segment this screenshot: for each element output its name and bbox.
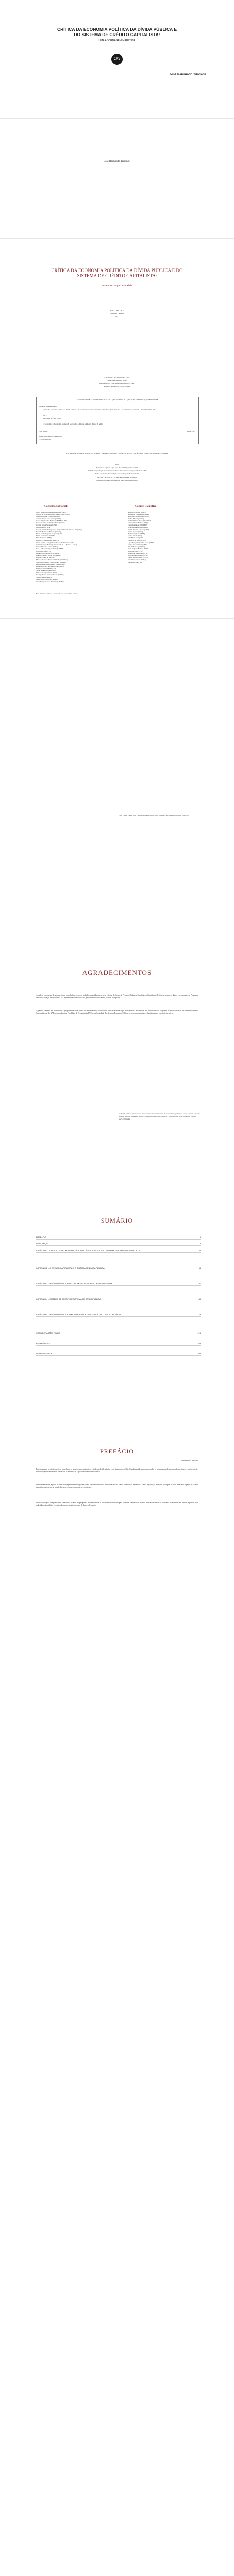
cip-subjects: 1. Economia 2. Economia política 3. Marxismo 4. Dívida pública I. Título II. Série xyxy=(43,423,103,425)
cip-header: DADOS INTERNACIONAIS DE CATALOGAÇÃO NA PUBLICAÇÃO (CIP) CATALOGAÇÃO NA FONTE xyxy=(77,399,158,401)
preface-byline: Ana Marques Menezes xyxy=(181,1459,198,1461)
toc-label: CAPÍTULO 3 – A DÍVIDA PÚBLICA NA ECONOMIA CLÁSSICA E A CRÍTICA DE MARX xyxy=(36,1283,112,1285)
cover-subtitle: UMA ABORDAGEM MARXISTA xyxy=(98,39,136,42)
toc-page: 25 xyxy=(198,1250,201,1252)
cip-cdd: CDD 336.3 xyxy=(187,430,195,432)
review-line: Revisão: Analista de Escrita e Artes xyxy=(104,385,130,387)
rights-year: 2017 xyxy=(115,464,119,466)
cip-author: Trindade, José Raimundo xyxy=(39,405,57,408)
design-line: Diagramação e Capa: Designers da Editora CRV xyxy=(99,382,135,384)
rights-line-5: Conheça os nossos lançamentos: www.editoracrv.com.br xyxy=(96,479,138,481)
acknowledgments-heading: AGRADECIMENTOS xyxy=(82,969,152,976)
toc-row[interactable] xyxy=(36,1298,201,1301)
digital-format-note: ESTA OBRA TAMBÉM SE ENCONTRA EM FORMATO DIGITAL. CONHEÇA NOSSO CATÁLOGO: WWW.EDITORACRV.COM.BR xyxy=(66,452,168,454)
title-page-city: Curitiba – Brasil xyxy=(110,312,124,315)
preface-paragraph-1: Em um grande território que tem como base os seus recursos naturais, o estudo da dívida pública e do sistema de crédito é fundamental para compreender os mecanismos de apropriação de riqueza e as formas de subordinação das economias periféricas à dinâmica do capital financeiro internacional. xyxy=(36,1468,198,1473)
toc-page: 173 xyxy=(197,1314,201,1316)
cip-index-item: 1. Economia 330 xyxy=(39,438,51,440)
cip-isbn: ISBN 978-85-444-1701-9 xyxy=(43,418,62,420)
toc-page: 63 xyxy=(198,1267,201,1269)
toc-row[interactable] xyxy=(36,1353,201,1356)
title-page-title: CRÍTICA DA ECONOMIA POLÍTICA DA DÍVIDA PÚBLICA E DO SISTEMA DE CRÉDITO CAPITALISTA: xyxy=(51,268,183,278)
table-of-contents xyxy=(36,1236,201,1370)
epigraph: "A dívida pública se torna uma das mais poderosas alavancas da acumulação primitiva. Como com um toque de varinha mágica, ela dota o dinheiro improdutivo de força criadora e o transforma, desse modo, em capital." Marx, O Capital xyxy=(119,1113,200,1120)
toc-page: 101 xyxy=(197,1283,201,1285)
toc-row[interactable] xyxy=(36,1283,201,1286)
rights-line-4: Tel.: (41) 3039-6418 – E-mail: sac@editoracrv.com.br xyxy=(97,476,137,478)
council-right-list: Adalberto Cardoso (UERJ) Adriana da Fonseca Reis (UFRJ) Alessandro Biazzi Couto (FGV) Andrea Zhouri (UFMG) Andréia Ribeiro Ayres (FIOCRUZ) Carlos Alberto Barbosa (USP) Cassio Fernandes (UNIFESP) Delma Pessanha Neves (UFF) Evaldo Baptista Macedo (UFRJ) Fátima Pereira (UFRJ) Helder Pantaleão (UFRB) Idemar Vizolli (UFT) Julia Maria Dias (UFT) Leonardo de Mello (UFRJ) Lígia Margarida da Silva Cocco (UFRJ) Maria Lúcia Refinetti (USP) Nilson Moraes (UNIRIO) Paulo Augusto Barbosa (UFRJ) Ricardo Pavan (UFPA) Rômulo do Valle Pinto (UFRJ) Silvio Romero Pereira (UFPA) Thiago Augusto Kurtz (UFRJ) Vera Lúcia Tavares (UFRJ) Wagner de Souza (UFV) xyxy=(128,511,155,563)
cip-index: Índice para catálogo sistemático xyxy=(39,435,62,437)
toc-row[interactable] xyxy=(36,1343,201,1346)
review-note: Este livro foi avaliado e aprovado por pareceristas ad hoc. xyxy=(36,592,78,595)
toc-label: CAPÍTULO 2 – O ESTADO CAPITALISTA E O SISTEMA DE DÍVIDA PÚBLICA xyxy=(36,1267,105,1269)
toc-label: CONSIDERAÇÕES FINAIS xyxy=(36,1332,60,1334)
toc-row[interactable] xyxy=(36,1332,201,1335)
toc-page: 223 xyxy=(197,1343,201,1345)
page-divider xyxy=(0,618,234,619)
copyright-line: Copyright © da Editora CRV Ltda. xyxy=(104,376,130,378)
cip-cdu: CDU 336.27 xyxy=(39,430,48,432)
cover-title: CRÍTICA DA ECONOMIA POLÍTICA DA DÍVIDA PÚBLICA E DO SISTEMA DE CRÉDITO CAPITALISTA: xyxy=(57,27,177,37)
toc-label: CAPÍTULO 1 – CRÍTICA DA ECONOMIA POLÍTICA DA DÍVIDA PÚBLICA E DO SISTEMA DE CRÉDITO CAPITALISTA xyxy=(36,1250,140,1252)
title-page-publisher: EDITORA CRV xyxy=(110,309,124,312)
toc-row[interactable] xyxy=(36,1314,201,1317)
half-title-author: José Raimundo Trindade xyxy=(104,160,130,163)
acknowledgments-paragraph-2: Agradeço também aos professores e pesquisadores que, direta ou indiretamente, colaboraram com as reflexões aqui apresentadas, em especial aos professores do Programa de Pós-Graduação em Desenvolvimento Socioambiental do NAEA, aos colegas da Faculdade de Economia da UFPA e da Sociedade Brasileira de Economia Política, bem como aos amigos e familiares pelo constante incentivo. xyxy=(36,1010,198,1015)
acknowledgments-paragraph-1: Agradeço a todos que de alguma forma contribuíram com este trabalho, especialmente a meus colegas do Grupo de Pesquisa Dinâmica Econômica e Capitalismo Periférico, aos meus alunos e orientandos do Programa de Pós-Graduação em Economia da Universidade Federal do Pará, pelas frutíferas discussões, críticas e sugestões. xyxy=(36,994,198,999)
summary-heading: SUMÁRIO xyxy=(101,1217,133,1224)
dedication: Para Tânia, Lucas, Ivan e Yuri e para Pedro Lourenço Trindade, que nasceu junto com este livro. xyxy=(119,814,189,816)
toc-row[interactable] xyxy=(36,1250,201,1253)
editor-line: Editor-chefe: Railson Moura xyxy=(106,379,128,381)
toc-label: CAPÍTULO 4 – SISTEMA DE CRÉDITO E SISTEMA DE DÍVIDA PÚBLICA xyxy=(36,1298,101,1300)
toc-label: CAPÍTULO 5 – A DÍVIDA PÚBLICA E O MOVIMENTO DE CIRCULAÇÃO DO CAPITAL FICTÍCIO xyxy=(36,1314,121,1316)
toc-row[interactable] xyxy=(36,1236,201,1240)
toc-page: 15 xyxy=(198,1243,201,1245)
rights-line-2: Proibida a reprodução parcial ou total desta obra sem autorização da Editora CRV xyxy=(87,470,147,472)
council-left-heading: Conselho Editorial: xyxy=(44,505,68,508)
cip-pages: 236 p. xyxy=(43,415,47,417)
title-page-subtitle: uma abordagem marxista xyxy=(101,284,133,287)
rights-line-3: Todos os direitos desta edição reservados pela: Editora CRV xyxy=(95,473,139,475)
toc-page: 135 xyxy=(197,1298,201,1300)
toc-page: 213 xyxy=(197,1332,201,1334)
toc-page: 235 xyxy=(197,1353,201,1355)
council-left-list: Aldira Guimarães Duarte Domínguez (UNB) Andréia da Silva Quintanilha Sousa (UNIR/UFRN) Anselmo Alencar Colares (UFOPA) Antônio Pereira Gaio Júnior (UFRRJ) Carlos Alberto Vilar Estêvão (UMINHO – PT) Carlos Federico Domínguez Avila (Unieuro) Carmen Tereza Velanga (UNIR) Celso Conti (UFSCar) Cesar Gerónimo Tello (Univer. Nacional Três de Febrero – Argentina) Eduardo Fernandes Barbosa (UFMG) Elione Maria Nogueira Diogenes (UFAL) Elizeu Clementino (UNEB) Élsio José Corá (UFFS) Francisco Carlos Duarte (PUC-PR) Gloria Fariñas León (Universidade de La Havana – Cuba) Guillermo Arias Beatón (Universidade de La Havana – Cuba) Jailson Alves dos Santos (UFRJ) João Adalberto Campato Junior (UNESP) Josania Portela (UFPI) Leonel Severo Rocha (UNISINOS) Lídia de Oliveira Xavier (UNIEURO) Lourdes Helena da Silva (UFV) Maria de Lourdes Pinto de Almeida (UNOESC) Maria Lília Imbiriba Sousa Colares (UFOPA) Paulo Romualdo Hernandes (UNIFAL-MG) Renato Francisco dos Santos Paula (UFG) Rodrigo Pratte-Santos (UFES) Sérgio Nunes de Jesus (IFRO) Simone Rodrigues Pinto (UNB) Solange Helena Ximenes-Rocha (UFOPA) Sydione Santos (UEPG) Tadeu Oliver Gonçalves (UFPA) Tania Suely Azevedo Brasileiro (UFOPA) xyxy=(36,511,82,583)
cip-box xyxy=(36,397,199,444)
half-title-page xyxy=(0,119,234,222)
rights-line-1: Foi feito o depósito legal conf. Lei 10.994 de 14/12/2004 xyxy=(96,467,138,469)
cover-author: José Raimundo Trindade xyxy=(169,73,206,76)
council-right-heading: Comitê Científico: xyxy=(135,505,158,508)
preface-paragraph-2: O autor demonstra, a partir de uma abordagem marxista rigorosa, como o sistema da dívida pública se articula com a acumulação de capital e com a reprodução ampliada do capital fictício, revelando o papel do Estado na gestão das crises e na transferência de recursos para os setores rentistas. xyxy=(36,1484,198,1489)
preface-heading: PREFÁCIO xyxy=(99,1448,134,1455)
publisher-logo: CRV xyxy=(111,54,123,65)
toc-row[interactable] xyxy=(36,1243,201,1246)
toc-label: REFERÊNCIAS xyxy=(36,1343,51,1345)
toc-label: PREFÁCIO xyxy=(36,1236,46,1239)
cip-title: Crítica da economia política da dívida pública e do sistema de crédito capitalista: uma abordagem marxista / José Raimundo Trindade – Curitiba : CRV, 2017. xyxy=(43,409,157,411)
toc-label: SOBRE O AUTOR xyxy=(36,1353,53,1355)
preface-paragraph-3: O livro que agora chega ao leitor é resultado de anos de pesquisa e reflexão crítica, e certamente contribuirá para o debate acadêmico e político acerca dos rumos da economia brasileira e dos limites impostos pelo endividamento público à construção de um projeto nacional de desenvolvimento. xyxy=(36,1502,198,1507)
title-page-year: 2017 xyxy=(115,315,119,318)
toc-label: INTRODUÇÃO xyxy=(36,1243,49,1245)
toc-row[interactable] xyxy=(36,1267,201,1270)
toc-page: 9 xyxy=(199,1236,201,1239)
page-divider xyxy=(0,238,234,239)
